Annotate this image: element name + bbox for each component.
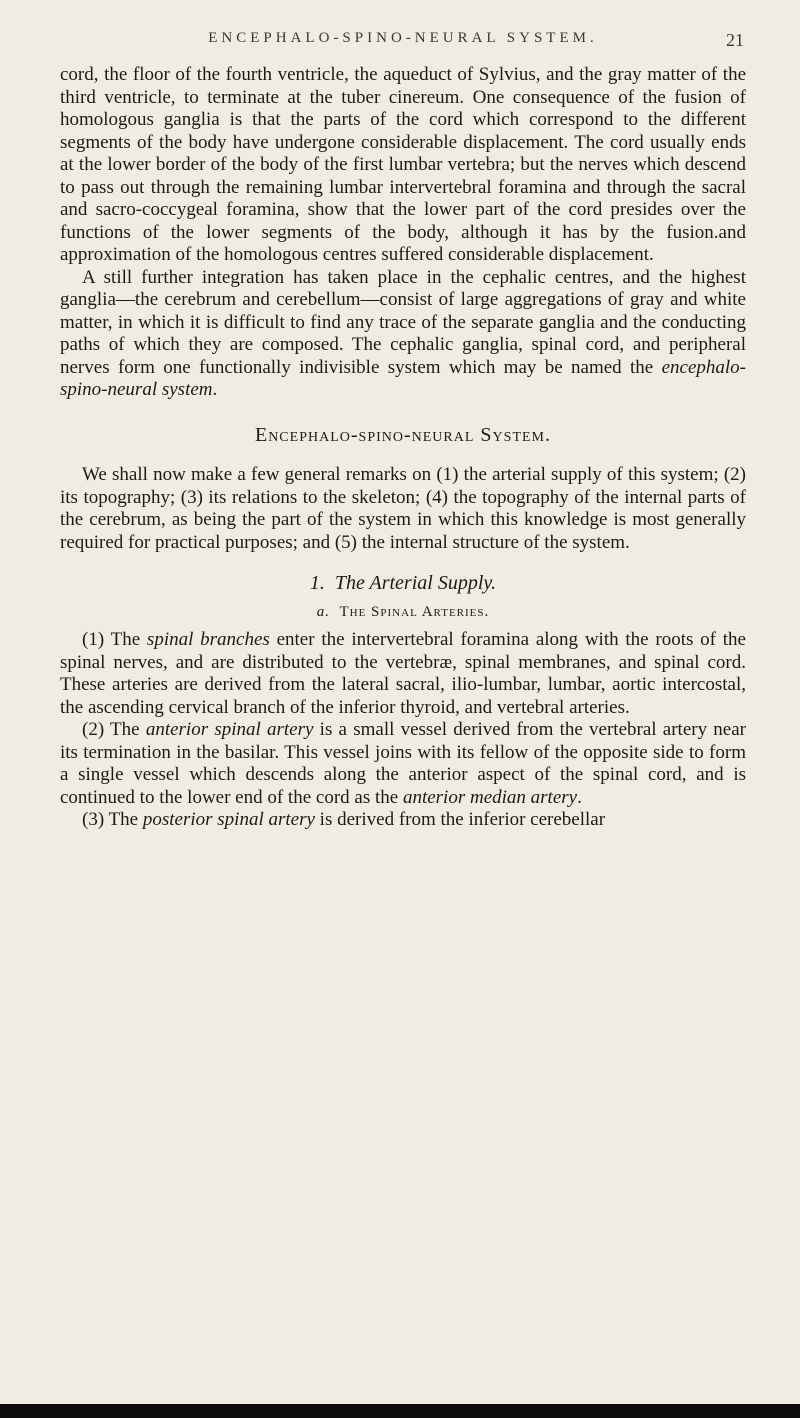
item-number: (3) The (82, 809, 143, 830)
item-spinal-branches (60, 629, 746, 719)
item-text: enter the intervertebral foramina along with the roots of the spinal nerves, and are distributed to the vertebræ, spinal membranes, and spinal cord. These arteries are derived from the lateral sacral, ilio-lumbar, lumbar, aortic intercostal, the ascending cervical branch of the inferior thyroid, and vertebral arteries. (60, 629, 746, 718)
item-anterior-spinal-artery (60, 719, 746, 809)
item-posterior-spinal-artery (60, 809, 746, 832)
italic-term: encephalo-spino-neural system (60, 356, 746, 400)
italic-term-2: anterior median artery (402, 786, 578, 808)
italic-term: spinal branches (146, 629, 270, 650)
running-title: ENCEPHALO-SPINO-NEURAL SYSTEM. (208, 30, 598, 46)
italic-term: posterior spinal artery (142, 809, 315, 830)
item-number: (2) The (82, 719, 146, 740)
paragraph-integration (60, 267, 746, 402)
bottom-scan-edge (0, 1404, 800, 1418)
item-text: is derived from the inferior cerebellar (314, 809, 606, 830)
paragraph-text: A still further integration has taken place in the cephalic centres, and the highest ganglia—the cerebrum and cerebellum—consist of large aggregations of gray and white matter, in which it is difficult to find any trace of the separate ganglia and the conducting paths of which they are composed. The cephalic ganglia, spinal cord, and peripheral nerves form one functionally indivisible system which may be named the (60, 266, 746, 378)
paragraph-overview (60, 464, 746, 554)
subsubsection-letter: a. (316, 603, 330, 620)
running-head (0, 0, 800, 60)
item-text: is a small vessel derived from the vertebral artery near its termination in the basilar. This vessel joins with its fellow of the opposite side to form a single vessel which descends along the anterior aspect of the spinal cord, and is continued to the lower end of the cord as the (60, 719, 747, 808)
punctuation: . (577, 786, 582, 808)
subsection-heading (60, 572, 746, 595)
subsection-title: The Arterial Supply. (334, 572, 497, 594)
subsection-number: 1. (309, 572, 325, 594)
paragraph-text: cord, the floor of the fourth ventricle, the aqueduct of Sylvius, and the gray matter of the third ventricle, to terminate at the tuber cinereum. One consequence of the fusion of homologous ganglia is that the parts of the cord which correspond to the different segments of the body have undergone considerable displacement. The cord usually ends at the lower border of the body of the first lumbar vertebra; but the nerves which descend to pass out through the remaining lumbar intervertebral foramina and through the sacral and sacro-coccygeal foramina, show that the lower part of the cord presides over the functions of the lower segments of the body, although it has by the fusion.and approximation of the homologous centres suffered considerable displacement. (60, 64, 746, 265)
subsubsection-title: The Spinal Arteries. (339, 603, 490, 620)
page-number: 21 (726, 30, 744, 50)
subsubsection-heading (60, 601, 746, 624)
paragraph-continued (60, 64, 746, 267)
section-heading: Encephalo-spino-neural System. (254, 423, 551, 446)
italic-term: anterior spinal artery (145, 719, 314, 740)
punctuation: . (212, 379, 218, 400)
body-text (60, 64, 746, 832)
paragraph-text: We shall now make a few general remarks on (1) the arterial supply of this system; (2) its topography; (3) its relations to the skeleton; (4) the topography of the internal parts of the cerebrum, as being the part of the system in which this knowledge is most generally required for practical purposes; and (5) the internal structure of the system. (60, 464, 746, 553)
item-number: (1) The (82, 629, 147, 650)
